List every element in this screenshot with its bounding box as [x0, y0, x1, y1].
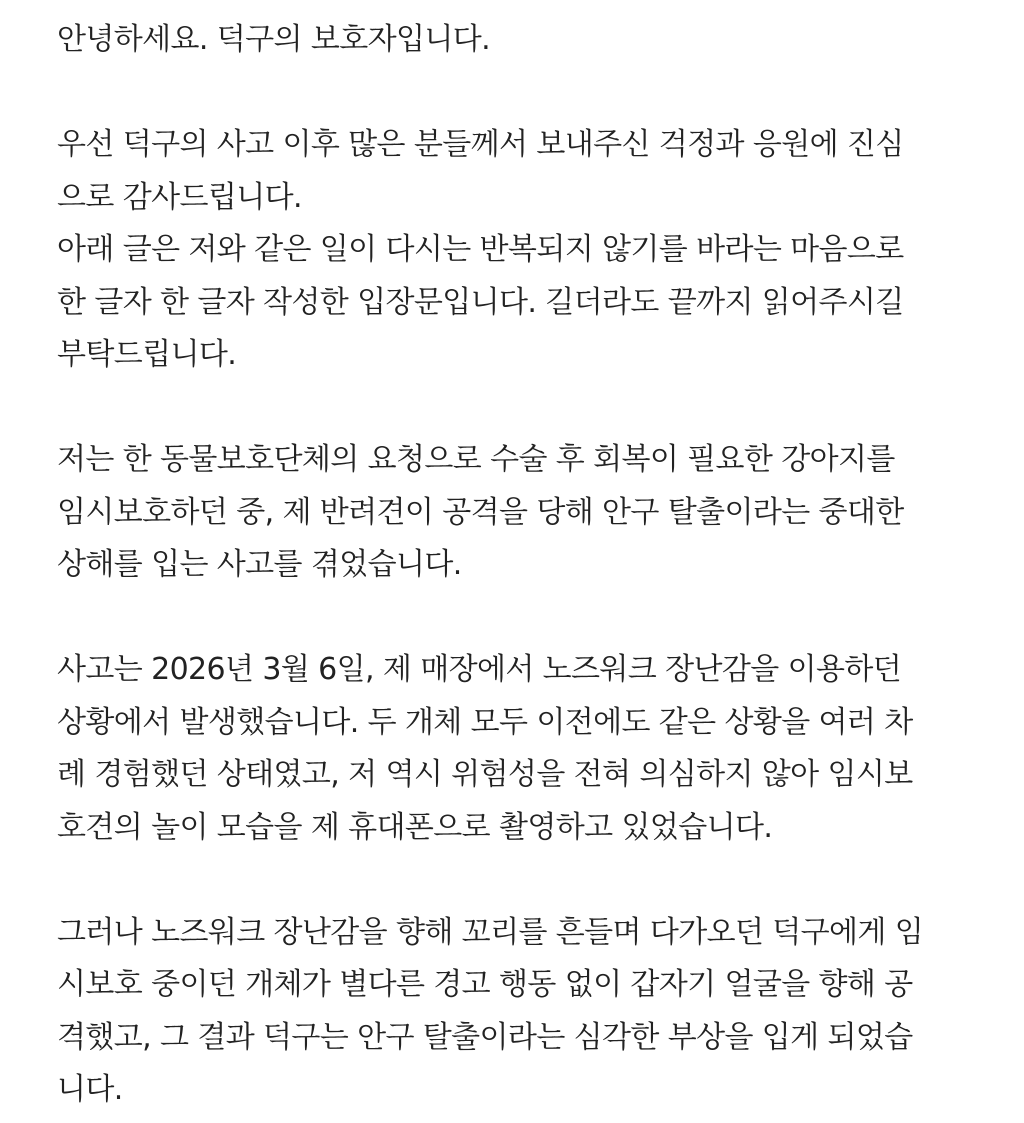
paragraph-background	[57, 434, 997, 592]
text-line: 한 글자 한 글자 작성한 입장문입니다. 길더라도 끝까지 읽어주시길	[57, 284, 904, 320]
text-line: 안녕하세요. 덕구의 보호자입니다.	[57, 22, 491, 57]
text-line: 격했고, 그 결과 덕구는 안구 탈출이라는 심각한 부상을 입게 되었습	[57, 1019, 913, 1055]
text-line: 부탁드립니다.	[57, 337, 237, 372]
text-line: 니다.	[57, 1072, 123, 1107]
text-line: 우선 덕구의 사고 이후 많은 분들께서 보내주신 걱정과 응원에 진심	[57, 127, 904, 162]
paragraph-attack	[57, 907, 997, 1117]
text-line: 시보호 중이던 개체가 별다른 경고 행동 없이 갑자기 얼굴을 향해 공	[57, 967, 913, 1002]
paragraph-gap	[57, 592, 997, 645]
text-line: 으로 감사드립니다.	[57, 179, 302, 215]
paragraph-gap	[57, 67, 997, 120]
text-line: 례 경험했던 상태였고, 저 역시 위험성을 전혀 의심하지 않아 임시보	[57, 757, 913, 792]
statement-document	[57, 14, 997, 1117]
paragraph-thanks	[57, 119, 997, 382]
text-line: 상해를 입는 사고를 겪었습니다.	[57, 547, 462, 582]
paragraph-gap	[57, 854, 997, 907]
text-line: 사고는 2026년 3월 6일, 제 매장에서 노즈워크 장난감을 이용하던	[57, 652, 902, 687]
paragraph-gap	[57, 382, 997, 435]
text-line: 호견의 놀이 모습을 제 휴대폰으로 촬영하고 있었습니다.	[57, 809, 773, 845]
text-line: 저는 한 동물보호단체의 요청으로 수술 후 회복이 필요한 강아지를	[57, 442, 895, 477]
text-line: 아래 글은 저와 같은 일이 다시는 반복되지 않기를 바라는 마음으로	[57, 232, 904, 267]
text-line: 임시보호하던 중, 제 반려견이 공격을 당해 안구 탈출이라는 중대한	[57, 494, 904, 530]
paragraph-incident-details	[57, 644, 997, 854]
text-line: 그러나 노즈워크 장난감을 향해 꼬리를 흔들며 다가오던 덕구에게 임	[57, 914, 924, 950]
text-line: 상황에서 발생했습니다. 두 개체 모두 이전에도 같은 상황을 여러 차	[57, 704, 913, 740]
paragraph-greeting	[57, 14, 997, 67]
